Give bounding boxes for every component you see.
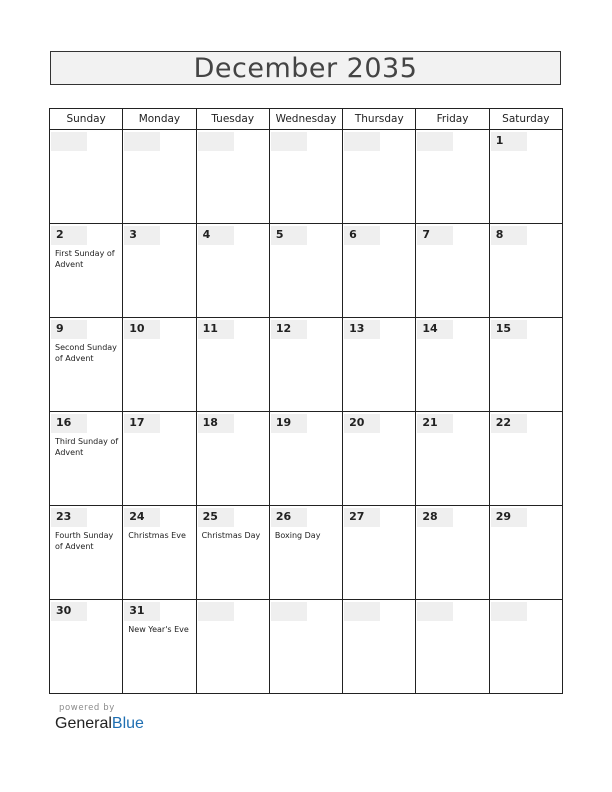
day-cell	[343, 412, 416, 506]
day-cell	[196, 224, 269, 318]
day-number: 5	[271, 226, 307, 245]
day-number	[271, 602, 307, 621]
day-cell	[343, 130, 416, 224]
week-row	[50, 318, 563, 412]
day-cell	[50, 224, 123, 318]
generalblue-logo	[55, 715, 144, 733]
day-cell	[489, 130, 562, 224]
day-cell	[489, 318, 562, 412]
day-number: 23	[51, 508, 87, 527]
day-cell	[196, 130, 269, 224]
day-number: 31	[124, 602, 160, 621]
day-cell	[196, 506, 269, 600]
day-number: 22	[491, 414, 527, 433]
day-number	[344, 602, 380, 621]
day-cell	[50, 600, 123, 694]
day-number: 21	[417, 414, 453, 433]
day-number: 27	[344, 508, 380, 527]
day-number: 10	[124, 320, 160, 339]
day-number: 8	[491, 226, 527, 245]
day-cell	[416, 412, 489, 506]
day-cell	[123, 318, 196, 412]
brand-footer	[55, 703, 144, 733]
day-cell	[416, 318, 489, 412]
day-cell	[269, 412, 342, 506]
powered-by-text: powered by	[59, 703, 115, 713]
weekday-thursday: Thursday	[343, 109, 416, 130]
day-number: 16	[51, 414, 87, 433]
day-number: 2	[51, 226, 87, 245]
weekday-tuesday: Tuesday	[196, 109, 269, 130]
holiday-label: Boxing Day	[274, 531, 321, 540]
day-number: 24	[124, 508, 160, 527]
day-number: 13	[344, 320, 380, 339]
day-number	[198, 602, 234, 621]
day-number: 17	[124, 414, 160, 433]
weekday-monday: Monday	[123, 109, 196, 130]
day-cell	[50, 318, 123, 412]
logo-text-general: General	[55, 715, 112, 732]
day-cell	[343, 224, 416, 318]
day-number: 4	[198, 226, 234, 245]
day-number: 20	[344, 414, 380, 433]
holiday-label: Third Sunday of Advent	[55, 437, 119, 457]
day-number	[417, 602, 453, 621]
day-cell	[489, 600, 562, 694]
weekday-sunday: Sunday	[50, 109, 123, 130]
day-cell	[196, 412, 269, 506]
day-cell	[269, 130, 342, 224]
holiday-label: Christmas Day	[201, 531, 261, 540]
day-cell	[196, 600, 269, 694]
day-cell	[123, 224, 196, 318]
day-cell	[489, 506, 562, 600]
day-cell	[123, 600, 196, 694]
holiday-label: Fourth Sunday of Advent	[55, 531, 114, 551]
day-cell	[123, 130, 196, 224]
holiday-label: New Year's Eve	[128, 625, 189, 634]
week-row	[50, 506, 563, 600]
day-number	[51, 132, 87, 151]
calendar-title: December 2035	[193, 52, 418, 84]
weekday-saturday: Saturday	[489, 109, 562, 130]
day-number: 25	[198, 508, 234, 527]
weekday-wednesday: Wednesday	[269, 109, 342, 130]
day-cell	[50, 130, 123, 224]
day-number: 14	[417, 320, 453, 339]
day-number: 15	[491, 320, 527, 339]
day-number: 3	[124, 226, 160, 245]
day-number: 30	[51, 602, 87, 621]
day-cell	[416, 506, 489, 600]
week-row	[50, 130, 563, 224]
day-number	[417, 132, 453, 151]
holiday-label: Christmas Eve	[128, 531, 186, 540]
holiday-label: First Sunday of Advent	[55, 249, 115, 269]
week-row	[50, 600, 563, 694]
day-cell	[489, 412, 562, 506]
day-number: 29	[491, 508, 527, 527]
day-number: 1	[491, 132, 527, 151]
day-cell	[50, 506, 123, 600]
day-cell	[269, 224, 342, 318]
day-number	[271, 132, 307, 151]
day-cell	[123, 506, 196, 600]
week-row	[50, 224, 563, 318]
day-number	[344, 132, 380, 151]
weekday-friday: Friday	[416, 109, 489, 130]
day-number: 28	[417, 508, 453, 527]
day-cell	[343, 506, 416, 600]
day-cell	[196, 318, 269, 412]
day-cell	[269, 506, 342, 600]
day-cell	[416, 600, 489, 694]
weekday-header-row	[50, 109, 563, 130]
day-cell	[416, 224, 489, 318]
day-cell	[489, 224, 562, 318]
day-cell	[343, 318, 416, 412]
day-number: 9	[51, 320, 87, 339]
day-number: 6	[344, 226, 380, 245]
day-number	[124, 132, 160, 151]
day-cell	[343, 600, 416, 694]
day-cell	[269, 318, 342, 412]
calendar-title-box	[50, 51, 561, 85]
week-row	[50, 412, 563, 506]
day-cell	[50, 412, 123, 506]
day-number	[198, 132, 234, 151]
day-number: 19	[271, 414, 307, 433]
day-number: 11	[198, 320, 234, 339]
day-cell	[123, 412, 196, 506]
day-cell	[269, 600, 342, 694]
day-cell	[416, 130, 489, 224]
logo-text-blue: Blue	[111, 715, 144, 732]
holiday-label: Second Sunday of Advent	[55, 343, 117, 363]
calendar-grid	[49, 108, 563, 694]
day-number: 26	[271, 508, 307, 527]
day-number: 18	[198, 414, 234, 433]
day-number	[491, 602, 527, 621]
calendar-body	[50, 130, 563, 694]
day-number: 7	[417, 226, 453, 245]
day-number: 12	[271, 320, 307, 339]
